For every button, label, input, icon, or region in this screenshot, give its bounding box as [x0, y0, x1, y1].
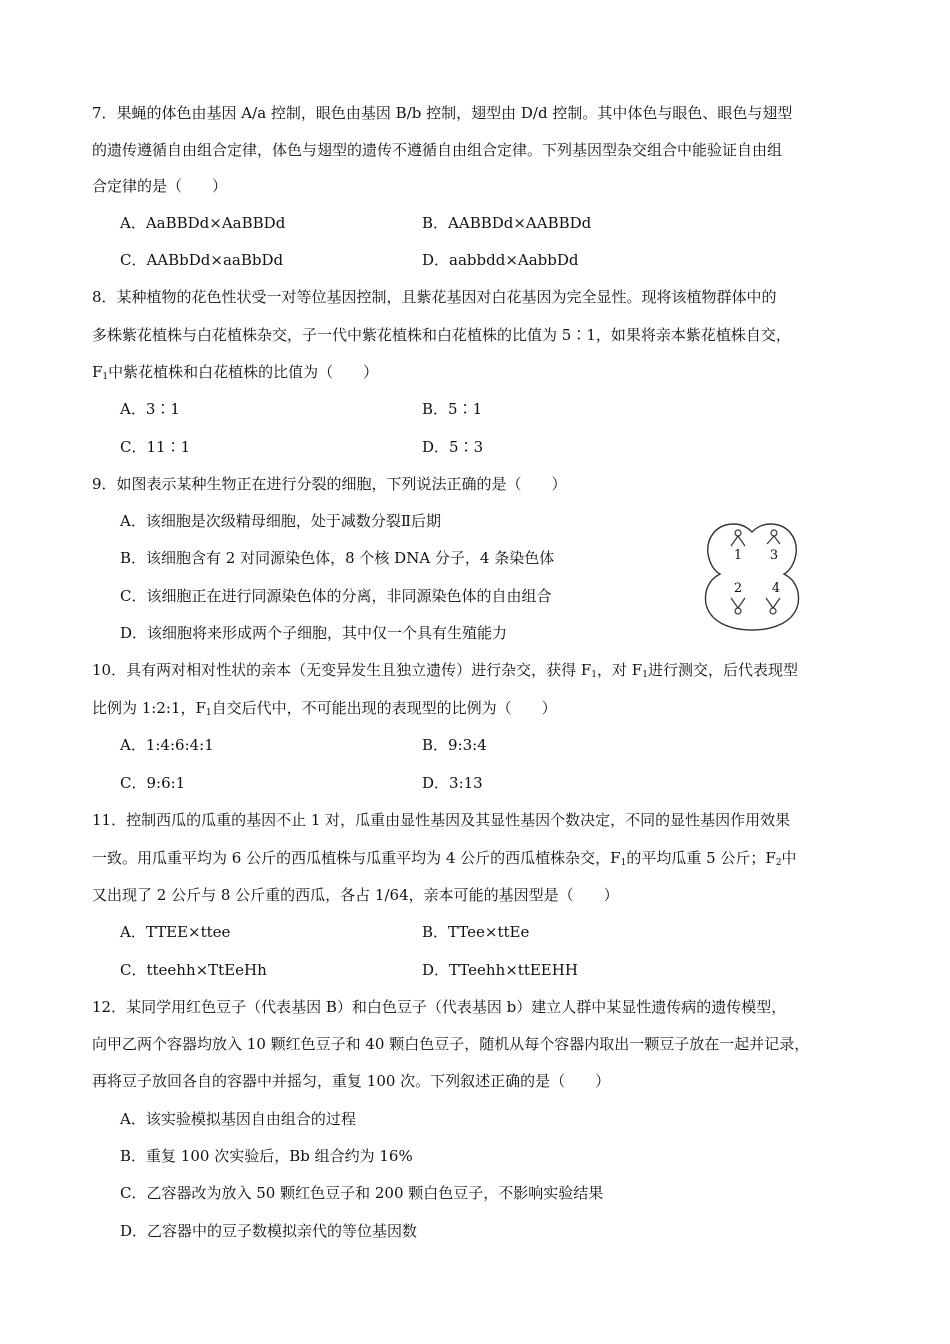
q9-line-1: 9．如图表示某种生物正在进行分裂的细胞，下列说法正确的是（ ） — [92, 475, 567, 493]
q11-line-3: 又出现了 2 公斤与 8 公斤重的西瓜，各占 1/64，亲本可能的基因型是（ ） — [92, 886, 619, 904]
q10-text-c: 进行测交，后代表现型 — [647, 661, 798, 679]
q11-line-2 — [92, 848, 797, 873]
q8-f-symbol: F — [92, 363, 103, 381]
q10-option-a: A．1:4:6:4:1 — [120, 736, 214, 754]
q7-option-d: D．aabbdd×AabbDd — [422, 251, 579, 269]
q12-option-a: A．该实验模拟基因自由组合的过程 — [120, 1110, 356, 1128]
q8-f-subscript: 1 — [102, 372, 109, 382]
q7-option-b: B．AABBDd×AABBDd — [422, 214, 592, 232]
q9-option-a: A．该细胞是次级精母细胞，处于减数分裂Ⅱ后期 — [120, 512, 442, 530]
q10-line-1 — [92, 660, 798, 685]
q11-line-1: 11．控制西瓜的瓜重的基因不止 1 对，瓜重由显性基因及其显性基因个数决定，不同的显性基因作用效果 — [92, 811, 791, 829]
q11-option-c: C．tteehh×TtEeHh — [120, 961, 267, 979]
q8-line-3-text: 中紫花植株和白花植株的比值为（ ） — [108, 363, 379, 381]
q7-line-2: 的遗传遵循自由组合定律，体色与翅型的遗传不遵循自由组合定律。下列基因型杂交组合中能验证自由组 — [92, 141, 783, 159]
q9-option-c: C．该细胞正在进行同源染色体的分离，非同源染色体的自由组合 — [120, 587, 552, 605]
q9-option-b: B．该细胞含有 2 对同源染色体，8 个核 DNA 分子，4 条染色体 — [120, 549, 555, 567]
q11-text-b: 的平均瓜重 5 公斤；F — [626, 849, 776, 867]
chromosome-3 — [767, 530, 780, 544]
q11-sub-2: 2 — [775, 858, 782, 868]
q7-option-a: A．AaBBDd×AaBBDd — [120, 214, 286, 232]
chromosome-4 — [766, 598, 780, 614]
q10-text-a: 10．具有两对相对性状的亲本（无变异发生且独立遗传）进行杂交，获得 F — [92, 661, 592, 679]
q12-line-2: 向甲乙两个容器均放入 10 颗红色豆子和 40 颗白色豆子，随机从每个容器内取出一颗豆子放在一起并记录， — [92, 1035, 810, 1053]
q9-option-d: D．该细胞将来形成两个子细胞，其中仅一个具有生殖能力 — [120, 624, 508, 642]
q10-text-e: 自交后代中，不可能出现的表现型的比例为（ ） — [211, 699, 557, 717]
q11-text-a: 一致。用瓜重平均为 6 公斤的西瓜植株与瓜重平均为 4 公斤的西瓜植株杂交，F — [92, 849, 621, 867]
cell-membrane — [706, 524, 799, 630]
q11-text-c: 中 — [781, 849, 797, 867]
q10-line-2 — [92, 698, 557, 723]
q11-option-b: B．TTee×ttEe — [422, 923, 530, 941]
q10-option-d: D．3:13 — [422, 774, 483, 792]
q8-option-a: A．3∶1 — [120, 400, 180, 418]
q8-option-c: C．11∶1 — [120, 438, 191, 456]
chromosome-label-4: 4 — [771, 581, 781, 596]
chromosome-label-3: 3 — [769, 548, 779, 563]
q12-option-d: D．乙容器中的豆子数模拟亲代的等位基因数 — [120, 1222, 418, 1240]
chromosome-label-2: 2 — [733, 581, 743, 596]
q7-option-c: C．AABbDd×aaBbDd — [120, 251, 284, 269]
q12-option-b: B．重复 100 次实验后，Bb 组合约为 16% — [120, 1147, 413, 1165]
q10-option-b: B．9:3:4 — [422, 736, 487, 754]
chromosome-2 — [731, 598, 745, 614]
q11-option-d: D．TTeehh×ttEEHH — [422, 961, 578, 979]
q8-option-b: B．5∶1 — [422, 400, 483, 418]
q8-option-d: D．5∶3 — [422, 438, 484, 456]
q10-text-d: 比例为 1:2:1，F — [92, 699, 206, 717]
cell-division-figure — [700, 512, 804, 632]
q8-line-2: 多株紫花植株与白花植株杂交，子一代中紫花植株和白花植株的比值为 5∶1，如果将亲本紫花植株自交， — [92, 326, 791, 344]
q10-sub-1: 1 — [591, 670, 598, 680]
q8-line-1: 8．某种植物的花色性状受一对等位基因控制，且紫花基因对白花基因为完全显性。现将该植物群体中的 — [92, 288, 777, 306]
q12-line-1: 12．某同学用红色豆子（代表基因 B）和白色豆子（代表基因 b）建立人群中某显性遗传病的遗传模型， — [92, 998, 787, 1016]
q11-option-a: A．TTEE×ttee — [120, 923, 231, 941]
q10-option-c: C．9:6:1 — [120, 774, 186, 792]
q11-sub-1: 1 — [620, 858, 627, 868]
q12-option-c: C．乙容器改为放入 50 颗红色豆子和 200 颗白色豆子，不影响实验结果 — [120, 1184, 604, 1202]
q8-line-3 — [92, 362, 378, 387]
q7-line-3: 合定律的是（ ） — [92, 177, 228, 195]
q10-sub-2: 1 — [642, 670, 648, 680]
chromosome-1 — [731, 530, 745, 546]
q10-sub-3: 1 — [205, 708, 212, 718]
q7-line-1: 7．果蝇的体色由基因 A/a 控制，眼色由基因 B/b 控制，翅型由 D/d 控制。其中体色与眼色、眼色与翅型 — [92, 104, 793, 122]
q10-text-b: ，对 F — [597, 661, 643, 679]
chromosome-label-1: 1 — [733, 548, 743, 563]
q12-line-3: 再将豆子放回各自的容器中并摇匀，重复 100 次。下列叙述正确的是（ ） — [92, 1072, 611, 1090]
